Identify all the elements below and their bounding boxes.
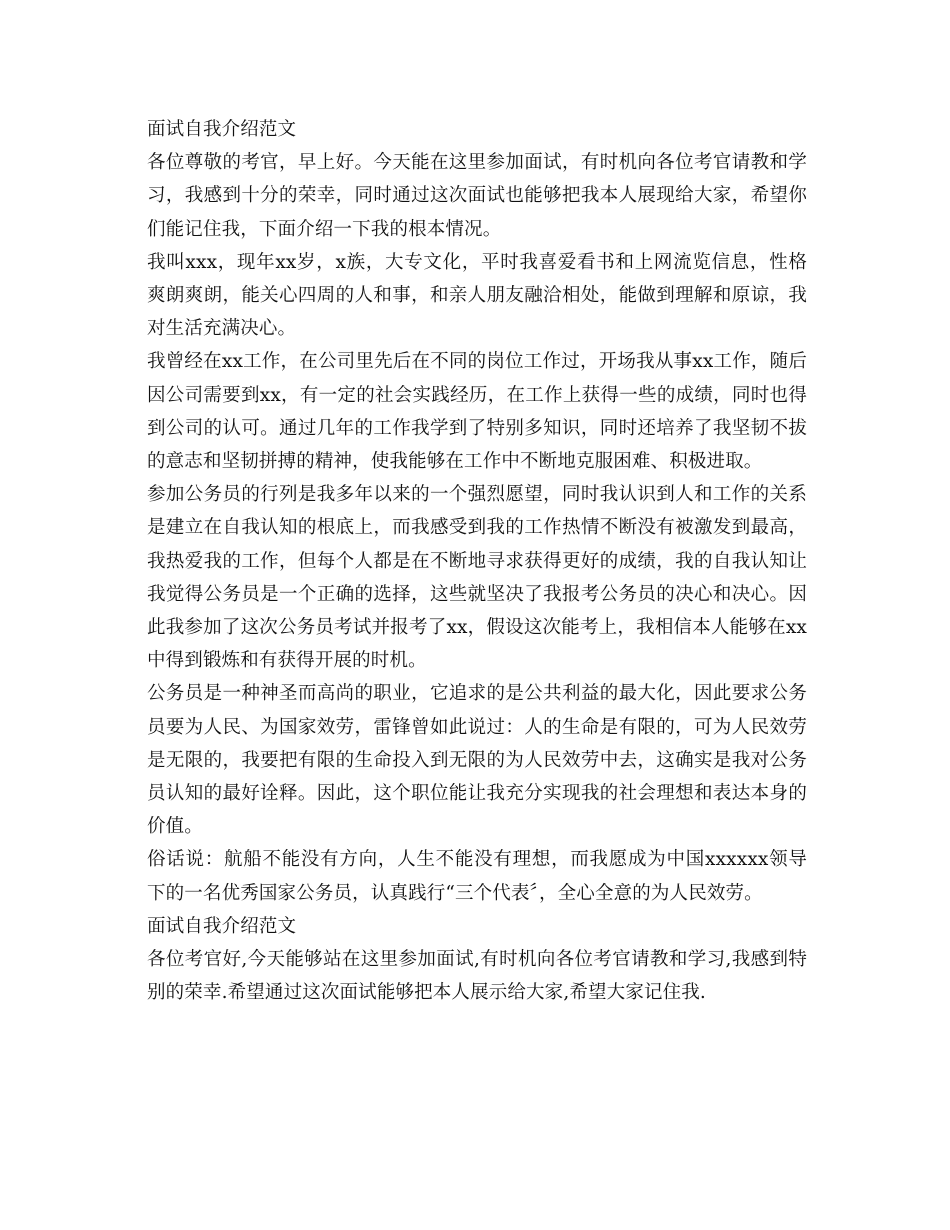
paragraph-conclusion: 俗话说：航船不能没有方向，人生不能没有理想，而我愿成为中国xxxxxx领导下的一名优秀国家公务员，认真践行“三个代表〞，全心全意的为人民效劳。	[147, 849, 807, 904]
paragraph-greeting: 各位尊敬的考官，早上好。今天能在这里参加面试，有时机向各位考官请教和学习，我感到十分的荣幸，同时通过这次面试也能够把我本人展现给大家，希望你们能记住我，下面介绍一下我的根本情况。	[147, 152, 807, 240]
section-title: 面试自我介绍范文	[147, 119, 297, 140]
paragraph-second-greeting: 各位考官好,今天能够站在这里参加面试,有时机向各位考官请教和学习,我感到特别的荣幸.希望通过这次面试能够把本人展示给大家,希望大家记住我.	[147, 949, 807, 1004]
paragraph-work-experience: 我曾经在xx工作，在公司里先后在不同的岗位工作过，开场我从事xx工作，随后因公司需要到xx，有一定的社会实践经历，在工作上获得一些的成绩，同时也得到公司的认可。通过几年的工作我学到了特别多知识，同时还培养了我坚韧不拔的意志和坚韧拼搏的精神，使我能够在工作中不断地克服困难、积极进取。	[147, 351, 807, 473]
section-title-second: 面试自我介绍范文	[147, 915, 297, 937]
document-body	[147, 113, 807, 1009]
paragraph-civil-servant-view: 公务员是一种神圣而高尚的职业，它追求的是公共利益的最大化，因此要求公务员要为人民、为国家效劳，雷锋曾如此说过：人的生命是有限的，可为人民效劳是无限的，我要把有限的生命投入到无限的为人民效劳中去，这确实是我对公务员认知的最好诠释。因此，这个职位能让我充分实现我的社会理想和表达本身的价值。	[147, 683, 807, 838]
paragraph-basic-info: 我叫xxx，现年xx岁，x族，大专文化，平时我喜爱看书和上网流览信息，性格爽朗爽朗，能关心四周的人和事，和亲人朋友融洽相处，能做到理解和原谅，我对生活充满决心。	[147, 251, 807, 340]
paragraph-motivation: 参加公务员的行列是我多年以来的一个强烈愿望，同时我认识到人和工作的关系是建立在自我认知的根底上，而我感受到我的工作热情不断没有被激发到最高，我热爱我的工作，但每个人都是在不断地寻求获得更好的成绩，我的自我认知让我觉得公务员是一个正确的选择，这些就坚决了我报考公务员的决心和决心。因此我参加了这次公务员考试并报考了xx，假设这次能考上，我相信本人能够在xx中得到锻炼和有获得开展的时机。	[147, 484, 807, 672]
